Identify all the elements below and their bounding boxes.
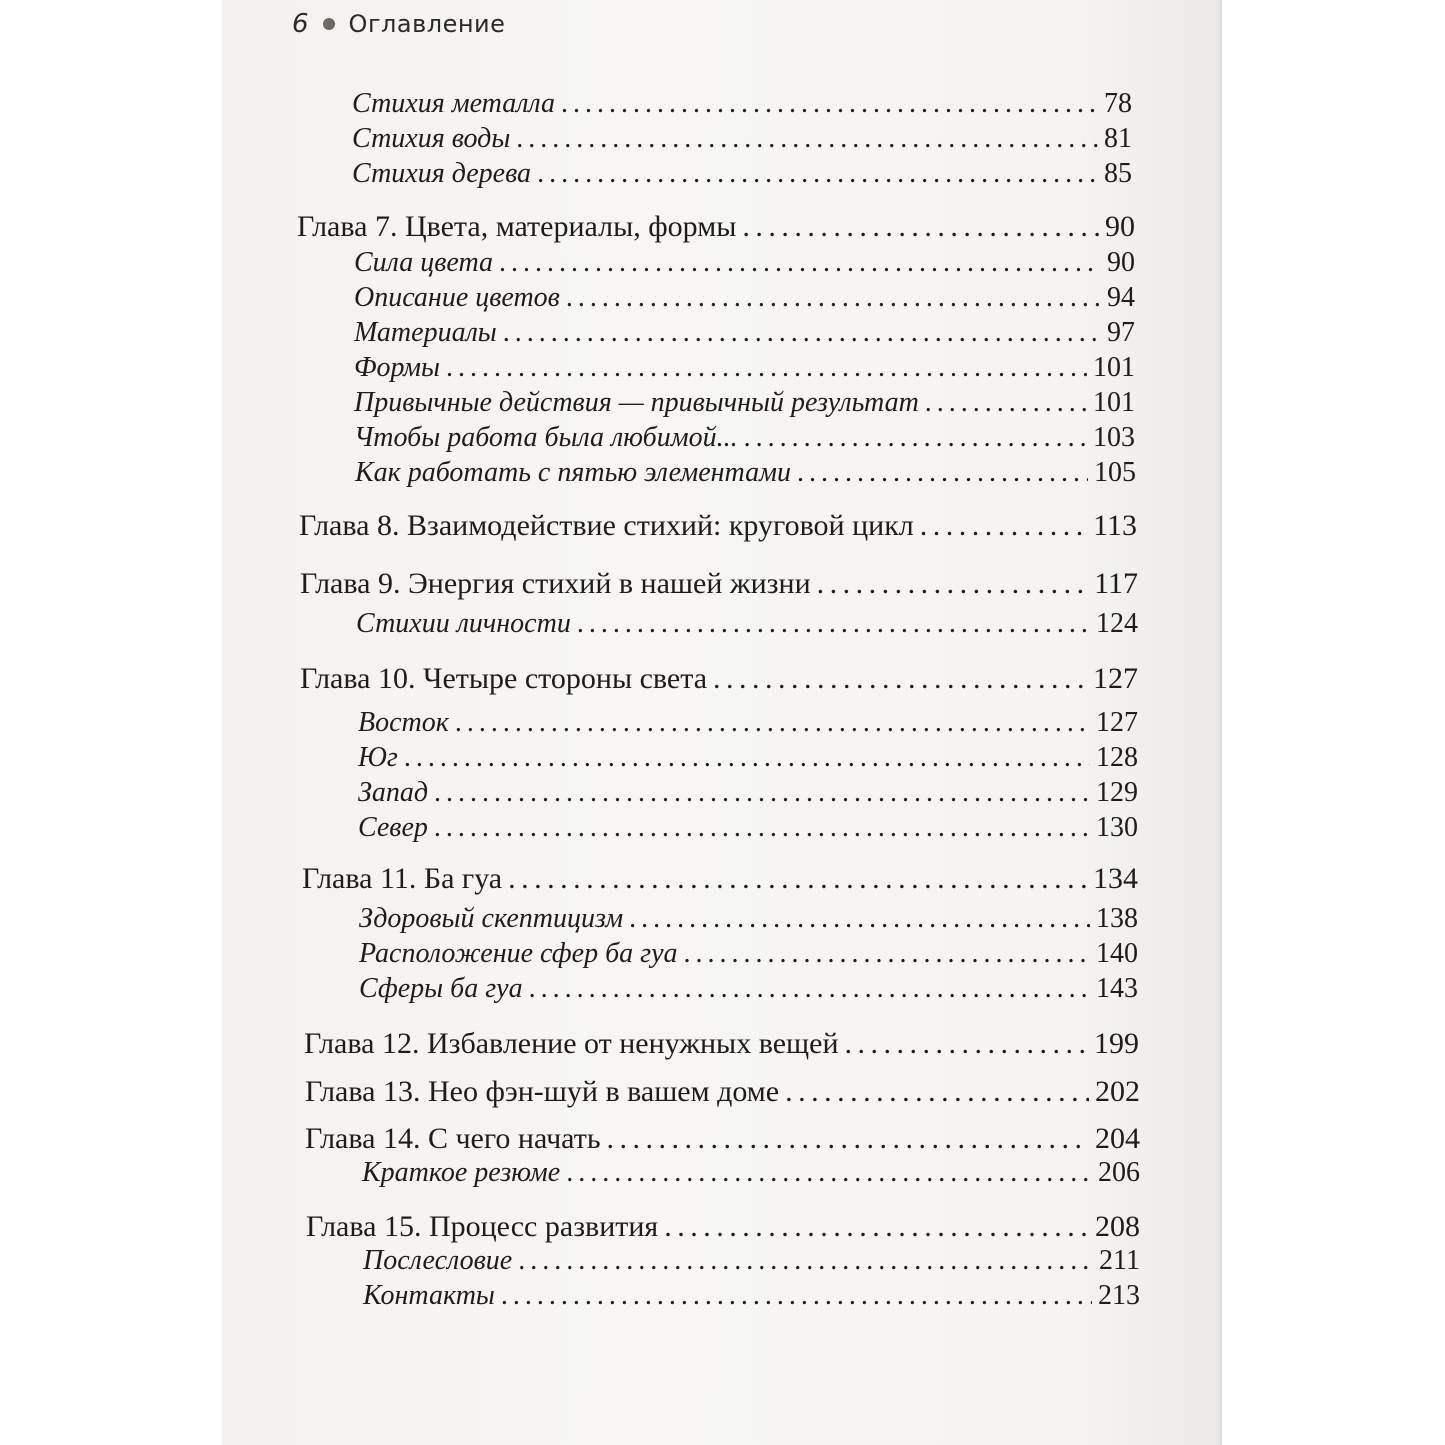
toc-entry-page: 134 — [1093, 862, 1138, 895]
toc-entry[interactable] — [358, 812, 1138, 844]
toc-entry-page: 127 — [1093, 662, 1138, 695]
leader-dots — [518, 1245, 1093, 1277]
toc-chapter[interactable] — [304, 1027, 1139, 1061]
toc-entry-page: 101 — [1093, 352, 1135, 383]
toc-entry-label: Стихия воды — [352, 123, 511, 154]
toc-entry-page: 208 — [1095, 1210, 1140, 1243]
leader-dots — [713, 662, 1087, 696]
leader-dots — [742, 210, 1099, 244]
toc-entry-label: Север — [358, 812, 428, 843]
leader-dots — [797, 457, 1088, 489]
toc-entry-page: 105 — [1094, 457, 1136, 488]
toc-entry[interactable] — [352, 123, 1132, 155]
toc-entry[interactable] — [352, 88, 1132, 120]
toc-chapter[interactable] — [300, 567, 1138, 601]
leader-dots — [566, 1157, 1092, 1189]
toc-entry[interactable] — [359, 938, 1138, 970]
toc-entry-label: Глава 11. Ба гуа — [302, 862, 503, 895]
toc-entry-label: Глава 12. Избавление от ненужных вещей — [304, 1027, 839, 1060]
toc-entry-page: 127 — [1096, 707, 1138, 738]
leader-dots — [503, 317, 1101, 349]
toc-entry-label: Материалы — [354, 317, 497, 348]
toc-entry[interactable] — [352, 158, 1132, 190]
toc-entry-label: Сферы ба гуа — [359, 973, 523, 1004]
toc-entry-label: Формы — [354, 352, 440, 383]
toc-chapter[interactable] — [299, 509, 1137, 543]
toc-entry[interactable] — [354, 282, 1135, 314]
toc-chapter[interactable] — [305, 1122, 1140, 1156]
toc-entry-page: 138 — [1096, 903, 1138, 934]
toc-entry-page: 213 — [1098, 1280, 1140, 1311]
leader-dots — [434, 777, 1090, 809]
toc-entry-page: 81 — [1104, 123, 1132, 154]
leader-dots — [629, 903, 1090, 935]
leader-dots — [845, 1027, 1089, 1061]
toc-entry[interactable] — [363, 1245, 1140, 1277]
toc-chapter[interactable] — [300, 662, 1138, 696]
leader-dots — [561, 88, 1098, 120]
toc-entry-page: 202 — [1095, 1075, 1140, 1108]
toc-entry-page: 90 — [1105, 210, 1135, 243]
leader-dots — [744, 422, 1087, 454]
toc-chapter[interactable] — [306, 1210, 1140, 1244]
leader-dots — [499, 247, 1101, 279]
toc-entry-label: Восток — [358, 707, 449, 738]
toc-entry-label: Чтобы работа была любимой... — [354, 422, 738, 453]
toc-entry-page: 199 — [1094, 1027, 1139, 1060]
toc-entry-page: 140 — [1096, 938, 1138, 969]
toc-entry-page: 129 — [1096, 777, 1138, 808]
leader-dots — [817, 567, 1088, 601]
toc-entry-label: Юг — [358, 742, 398, 773]
toc-entry[interactable] — [362, 1157, 1140, 1189]
toc-entry[interactable] — [354, 247, 1135, 279]
toc-entry-page: 130 — [1096, 812, 1138, 843]
page-number: 6 — [292, 9, 309, 39]
leader-dots — [566, 282, 1101, 314]
leader-dots — [537, 158, 1098, 190]
toc-entry-label: Краткое резюме — [362, 1157, 561, 1188]
toc-entry-page: 103 — [1093, 422, 1135, 453]
toc-entry-page: 90 — [1107, 247, 1135, 278]
leader-dots — [516, 123, 1098, 155]
toc-entry-page: 101 — [1093, 387, 1135, 418]
toc-entry-label: Здоровый скептицизм — [359, 903, 624, 934]
toc-entry-label: Контакты — [363, 1280, 495, 1311]
leader-dots — [684, 938, 1090, 970]
leader-dots — [529, 973, 1090, 1005]
toc-entry[interactable] — [354, 352, 1135, 384]
toc-entry[interactable] — [358, 777, 1138, 809]
toc-entry[interactable] — [356, 608, 1138, 640]
toc-entry-label: Расположение сфер ба гуа — [359, 938, 678, 969]
toc-entry-page: 124 — [1096, 608, 1138, 639]
toc-entry[interactable] — [354, 387, 1135, 419]
leader-dots — [501, 1280, 1092, 1312]
toc-entry-page: 94 — [1107, 282, 1135, 313]
leader-dots — [664, 1210, 1089, 1244]
leader-dots — [434, 812, 1090, 844]
running-head-title: Оглавление — [348, 10, 506, 38]
toc-entry-label: Стихии личности — [356, 608, 571, 639]
toc-entry-page: 113 — [1093, 509, 1137, 542]
toc-entry[interactable] — [359, 903, 1138, 935]
leader-dots — [446, 352, 1087, 384]
toc-entry-label: Привычные действия — привычный результат — [354, 387, 919, 418]
toc-entry-label: Сила цвета — [354, 247, 494, 278]
toc-entry-page: 85 — [1104, 158, 1132, 189]
leader-dots — [607, 1122, 1089, 1156]
toc-entry-label: Запад — [358, 777, 429, 808]
toc-entry-page: 117 — [1094, 567, 1138, 600]
toc-entry-label: Глава 9. Энергия стихий в нашей жизни — [300, 567, 811, 600]
toc-chapter[interactable] — [302, 862, 1138, 896]
toc-entry-label: Глава 14. С чего начать — [305, 1122, 601, 1155]
toc-entry-page: 204 — [1095, 1122, 1140, 1155]
toc-entry[interactable] — [363, 1280, 1140, 1312]
toc-entry[interactable] — [359, 973, 1138, 1005]
toc-entry-label: Описание цветов — [354, 282, 560, 313]
toc-chapter[interactable] — [305, 1075, 1140, 1109]
toc-entry-label: Глава 13. Нео фэн-шуй в вашем доме — [305, 1075, 780, 1108]
leader-dots — [455, 707, 1090, 739]
toc-entry[interactable] — [355, 457, 1136, 489]
leader-dots — [920, 509, 1087, 543]
toc-entry-label: Стихия металла — [352, 88, 555, 119]
leader-dots — [404, 742, 1090, 774]
toc-entry-page: 143 — [1096, 973, 1138, 1004]
toc-entry-page: 211 — [1099, 1245, 1140, 1276]
toc-entry-label: Стихия дерева — [352, 158, 532, 189]
toc-entry-page: 206 — [1098, 1157, 1140, 1188]
toc-entry-page: 128 — [1096, 742, 1138, 773]
leader-dots — [925, 387, 1087, 419]
leader-dots — [577, 608, 1090, 640]
toc-entry[interactable] — [354, 422, 1135, 454]
toc-chapter[interactable] — [297, 210, 1135, 244]
toc-entry-label: Как работать с пятью элементами — [355, 457, 791, 488]
toc-entry[interactable] — [354, 317, 1135, 349]
toc-entry-label: Глава 8. Взаимодействие стихий: круговой цикл — [299, 509, 914, 542]
toc-entry-page: 78 — [1104, 88, 1132, 119]
toc-entry-label: Послесловие — [363, 1245, 513, 1276]
toc-entry[interactable] — [358, 742, 1138, 774]
leader-dots — [508, 862, 1087, 896]
toc-entry-label: Глава 15. Процесс развития — [306, 1210, 659, 1243]
toc-entry-label: Глава 7. Цвета, материалы, формы — [297, 210, 737, 243]
toc-entry-page: 97 — [1107, 317, 1135, 348]
toc-entry[interactable] — [358, 707, 1138, 739]
leader-dots — [785, 1075, 1089, 1109]
toc-entry-label: Глава 10. Четыре стороны света — [300, 662, 708, 695]
